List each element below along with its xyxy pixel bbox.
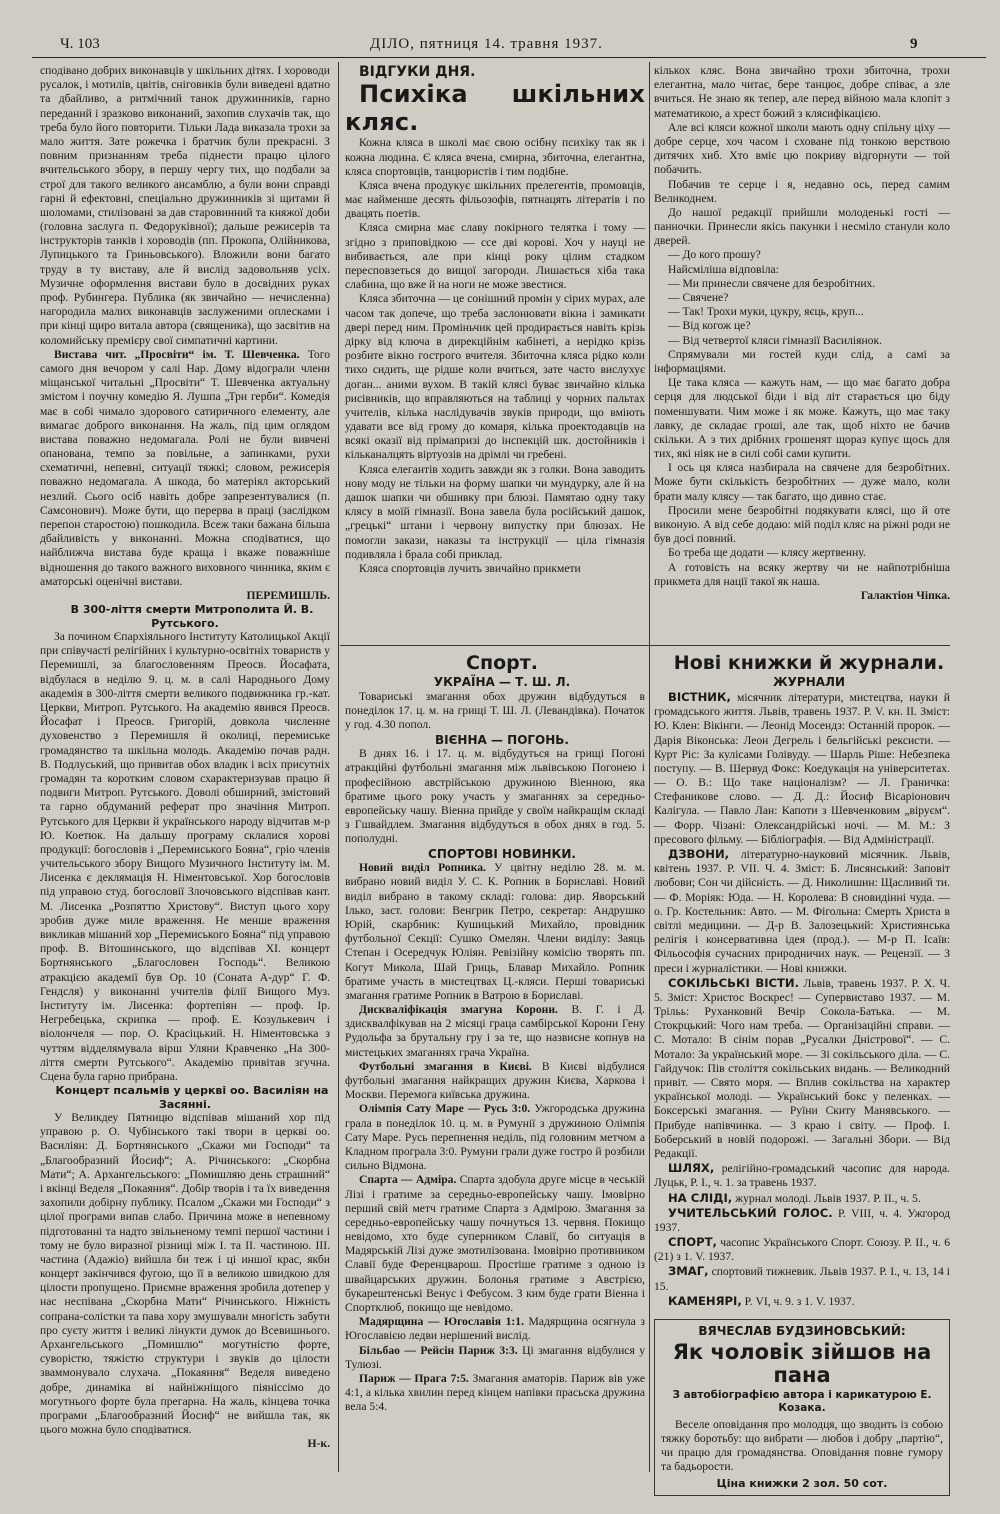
paragraph: І ось ця кляса назбирала на свячене для безробітних. Може бути скількість безробітних — дуже мало, коли брати малу клясу — так багато, що дивно стає. <box>654 461 950 503</box>
journal-entry <box>654 1206 950 1235</box>
article-heading: В 300-ліття смерти Митрополита Й. В. Рутського. <box>70 603 314 630</box>
news-item <box>345 1173 645 1315</box>
issue-number: Ч. 103 <box>60 36 100 52</box>
paragraph: кількох кляс. Вона звичайно трохи збиточна, трохи елегантна, мало читає, бере танцює, добре співає, а зле вчиться. Не знаю як тепер, але перед війною мала клопіт з математикою, а хрест божий з клясифікацією. <box>654 64 950 120</box>
column-right-top <box>654 64 950 642</box>
news-text: Ці змагання відбулися у Тулюзі. <box>345 1343 645 1371</box>
journal-name: СОКІЛЬСЬКІ ВІСТИ. <box>668 975 800 990</box>
page-number: 9 <box>910 36 918 52</box>
journal-entry <box>654 1294 950 1309</box>
journal-name: КАМЕНЯРІ, <box>668 1293 742 1308</box>
column-divider <box>649 62 650 1472</box>
paragraph: Кляса вчена продукує шкільних прелегентів, промовців, має найменше десять фільозофів, пятнацять літератів і по двацять поетів. <box>345 178 645 221</box>
journal-entry <box>654 976 950 1161</box>
subsection-title: ЖУРНАЛИ <box>772 675 846 690</box>
paragraph: Просили мене безробітні подякувати клясі, що й оте виконую. А від себе додаю: мій поділ кляс на ріжні роди не був досі повний. <box>654 503 950 546</box>
dialogue-line: — Від четвертої кляси гімназії Василіянок. <box>668 333 882 347</box>
paragraph: Кляса збиточна — це сонішний промін у сірих мурах, але часом так допече, що треба заслонювати вікна і замикати двері перед ним. Проміньчик цей продирається навіть крізь дірку від ключа в дирекційнім кабінеті, а нерідко крізь розбите вікно гострого вчителя. Збиточна кляса рідко коли тихо сидить, ще рідше коли вчиться, зате часто вислухує доган... аними вухом. В такій клясі буває звичайно кілька рисівників, що вправляються на таблиці у чорних пальтах учителів, кілька наслідувачів звуків природи, що вміють удавати все від грому до комаря, кілька проектодавців на всякі оказії від прімапризі до інспекцій шк. достойників і кільканалцять віртуозів на дрімлі чи гребені. <box>345 292 645 462</box>
journal-name: УЧИТЕЛЬСЬКИЙ ГОЛОС. <box>668 1205 833 1220</box>
signature: Галактіон Чіпка. <box>860 588 950 602</box>
paragraph: Кляса смирна має славу покірного телятка і тому — згідно з приповідкою — ссе дві корові. Хоч у науці не вибивається, але при кінці року цілим стадком пересповзеться до вищої загороди. Лишається хіба така слабина, що вже й на ноги не може звестися. <box>345 221 645 292</box>
journal-details: Львів, травень 1937. Р. Х. Ч. 5. Зміст: Христос Воскрес! — Супервиставо 1937. — М. Трільь: Руханковий Вечір Сокола-Батька. — М. Стокрцький: Чого нам треба. — Організаційні справи. — С. Мотало: В сінім порав „Русалки Дністрової“. — С. Мотало: За український море. — Зі сокільського діла. — С. Гайдучок: Пів століття сокільських видань. — Великодний привіт. — Свято моря. — Вплив сокільства на характер української молоді. — Український бокс у пеленках. — Боксерські змагання. — Руїни Скиту Манявського. — Прибуде напівчинка. — З краю і світу. — Проф. І. Боберський в новій подорожі. — Загальні Збори. — Від Редакції. <box>654 976 951 1160</box>
news-text: Спарта здобула друге місце в чеській Лізі і гратиме за середньо-европейську чашу. Імовірно перший свій метч гратиме Спарта з Адмірою. Змагання за середньо-европейську чашу почнуться 13. червня. Покищо невідомо, хто буде суперником Славії, бо ситуація в Мадярській Лізі дуже змотилізована. Імовірно противником Славії буде Ференцварош. Простіше гратиме з одною із швайцарських дружин. Болонья гратиме з Австрією, букарештенські Венус і Фебусом. З ким буде грати Віенна і Спортклюб, покищо ще невідомо. <box>345 1173 645 1315</box>
paragraph: Кляса елегантів ходить завжди як з голки. Вона заводить нову моду не тільки на форму шапки чи мундурку, але й на дашок шапки чи обшивку при блюзі. Памятаю одну таку клясу в моїй гімназії. Вона завела була російський дашок, „грецькі“ штани і червону випустку при блюзах. Не помогли закази, наказы та інструкції — ціла гімназія подивляла і брала собі приклад. <box>345 462 645 561</box>
journal-entry <box>654 847 950 976</box>
section-rule <box>340 645 950 646</box>
journal-name: ДЗВОНИ, <box>668 847 730 862</box>
news-lead: Більбао — Рейсін Париж 3:3. <box>359 1343 518 1357</box>
news-lead: Футбольні змагання в Києві. <box>359 1059 532 1073</box>
section-title: Спорт. <box>466 652 538 674</box>
article-heading: УКРАЇНА — Т. Ш. Л. <box>433 675 571 690</box>
column-middle-top <box>345 64 645 642</box>
journal-details: спортовий тижневик. Львів 1937. Р. І., ч. 13, 14 і 15. <box>654 1265 950 1293</box>
page-header <box>40 36 940 58</box>
journal-name: СПОРТ, <box>668 1235 717 1250</box>
paragraph <box>40 348 330 589</box>
paragraph: Кожна кляса в школі має свою осібну психіку так як і кожна людина. Є кляса вчена, смирна, збиточна, елегантна, кляса спортовців, танцюристів і тим подібне. <box>345 136 645 178</box>
journal-details: літературно-науковий місячник. Львів, квітень 1937. Р. VII. Ч. 4. Зміст: Б. Лисянський: Заповіт любови; Сон чи дійсність. — Д. Николишин: Щасливий ти. — Ф. Моріяк: Юда. — Н. Королева: В сновидінні чуда. — о. Гр. Костельник: Авто. — М. Фігольна: Смерть Христа в світлі медицини. — Д-р В. Залозецький: Християнська релігія і консервативна ідея (прод.). — М-р П. Ісаїв: Фільософія сучасних природничих наук. — Рецензії. — З преси і журналістики. — Нові книжки. <box>654 848 950 975</box>
journal-details: місячник літератури, мистецтва, науки й громадського життя. Львів, травень 1937. Р. V. кн. II. Зміст: Ю. Клен: Вікінги. — Леонід Мосендз: Останній пророк. — Дарія Віконська: Леон Дегрель і бельгійські рексисти. — Курт Ріс: За кулісами Голівуду. — Шарль Ріше: Небезпека поступу. — В. Шеpвуд Фокс: Коедукація на університетах. — О. В.: Що таке націоналізм? — Л. Граничка: Стефаникове слово. — Д. Д.: Йосиф Вісаріонович Калігула. — Павло Лан: Капоти з Шевченковим „віруєм“. — Форр. Чізані: Олександрійські ночі. — М. М.: З пресового фільму. — Бібліографія. — Від Адміністрації. <box>654 690 950 846</box>
news-item <box>345 1102 645 1173</box>
dialogue-line: — Ми принесли свячене для безробітних. <box>668 276 876 290</box>
news-item <box>345 1315 645 1343</box>
books-section <box>654 652 951 1491</box>
article-heading: СПОРТОВІ НОВИНКИ. <box>428 846 576 861</box>
journal-details: часопис Українського Спорт. Союзу. Р. II., ч. 6 (21) з 1. V. 1937. <box>654 1236 950 1264</box>
column-divider <box>338 62 339 1472</box>
news-item <box>345 1344 645 1372</box>
paragraph: В днях 16. і 17. ц. м. відбудуться на грищі Погоні атракційні футбольні змагання між львівською Погонею і професійною австрійською дружиною Віенною, яка братиме цього року участь у змаганнях за середньо-европейську чашу. Віенна прийде у своїм найкращім складі з Гшвайдлем. Змагання відбудуться в обох днях в год. 5. пополудні. <box>345 747 645 846</box>
news-lead: Новий виділ Ропника. <box>359 861 486 875</box>
news-lead: Олімпія Сату Маре — Русь 3:0. <box>359 1102 531 1116</box>
journal-entry <box>654 1264 950 1293</box>
paragraph: А готовість на всяку жертву чи не найпотрібніша прикмета для нації такої як наша. <box>654 560 950 588</box>
sport-section <box>345 652 645 1472</box>
news-text: Змагання аматорів. Париж вів уже 4:1, а кілька хвилин перед кінцем напівки прасьска дружина вела 5:4. <box>345 1371 645 1414</box>
news-text: У цвітну неділю 28. м. м. вибрано новий виділ У. С. К. Ропник в Бориславі. Новий виділ вибрано в такому складі: голова: дир. Яворський Ілько, заст. голови: Венгрик Петро, секретар: Андрушко Юрій, скарбник: Кушицький Михайло, провідник футбольної Секції: Сушко Омелян. Члени виділу: Заяць Степан і Осередчук Юліян. Ревізійну комісію творять пп. Когут Микола, Шай Гриць, Блавар Михайло. Ропник братиме участь в мистецтвах Ц.-кляси. Перші товариські змагання гратиме Ропник в Ватрою в Бориславі. <box>345 861 645 1002</box>
journal-list <box>654 690 950 1309</box>
news-lead: Мадярщина — Югославія 1:1. <box>359 1315 524 1329</box>
journal-entry <box>654 1235 950 1264</box>
lead-heading: Вистава чит. „Просвіти“ ім. Т. Шевченка. <box>54 347 300 361</box>
news-lead: Париж — Прага 7:5. <box>359 1371 469 1385</box>
dialogue-line: — Свячене? <box>668 291 729 304</box>
journal-details: Р. VIII, ч. 4. Ужгород 1937. <box>654 1206 950 1234</box>
paragraph: Кляса спортовців лучить звичайно прикмети <box>359 561 581 575</box>
paragraph: Це така кляса — кажуть нам, — що має багато добра серця для людської біди і від літ старається цю біду поменшувати. Чим може і як може. Кажуть, що має таку лавку, де складає гроші, але так, щоб ніхто не бачив скільки. А з тих дрібних грошенят щораз купує щось для тих, які ніяк не в силі собі сами купити. <box>654 376 950 461</box>
journal-details: журнал молоді. Львів 1937. Р. II., ч. 5. <box>735 1191 921 1205</box>
journal-details: Р. VI, ч. 9. з 1. V. 1937. <box>744 1294 855 1308</box>
signature: Н-к. <box>307 1437 330 1451</box>
news-item <box>345 1060 645 1103</box>
paragraph: До нашої редакції прийшли молоденькі гості — панночки. Принесли якісь пакунки і несміло станули коло дверей. <box>654 205 950 248</box>
journal-entry <box>654 690 950 847</box>
dialogue-line: — Від когож це? <box>668 319 751 333</box>
paragraph: Найсміліша відповіла: <box>668 262 779 276</box>
header-rule <box>32 57 986 58</box>
article-heading: Концерт псальмів у церкві оо. Василіян на Засянні. <box>55 1084 329 1111</box>
paragraph: Побачив те серце і я, недавно ось, перед самим Великоднем. <box>654 177 950 205</box>
ad-author: ВЯЧЕСЛАВ БУДЗИНОВСЬКИЙ: <box>698 1324 906 1339</box>
news-lead: Дискваліфікація змагуна Корони. <box>359 1003 558 1017</box>
paragraph: У Великдеу Пятницю відспівав мішаний хор під управою р. О. Чубінського такі твори в церкві оо. Василіян: Д. Бортнянського „Скажи ми Господи“ та „Благообразний Йосиф“; А. Річинського: „Скорбна Мати“; А. Архангельського: „Помишляю день страшний“ і вкінці Веделя „Покаяння“. Добір творів і та їх виведення захопили добірну публику. Псалом „Скажи ми Господи“ з цілої програми випав слабо. Причина може в непевному підготованні та надто звільненому темпі першої частини і тому не було виразної різниці між І. та ІІ. частиною. ІІІ. частина (Адажіо) вийшла би теж і ці иншої крас, якби концерт закінчився фугою, що її в великою швидкою для цілости пропущено. Приємне враження зробила дотепер у нас неспівана „Скорбна Мати“ Річинського. Ніжність сопрана-солістки та пава хору змушували многість забути про суєту життя і великі лінукти думок до Всевишнього. Архангельського „Помишлю“ могутністю форте, суворістю, тяжістю структури і звуків до цілости зваммонувало слухача. „Покаяння“ Веделя виведено добре, динаміка ві найніжніщого піяніссімо до могутнього форте була прегарна. На жаль, кінцева точка програми „Благообразний Йосиф“ не вийшла так, як цього можна було сподіватися. <box>40 1111 330 1437</box>
news-item <box>345 1003 645 1060</box>
paragraph: Але всі кляси кожної школи мають одну спільну ціху — добре серце, хоч часом і сховане під тонкою верствою дитячих хиб. Хто вміє цю покриву відгорнути — той побачить. <box>654 120 950 177</box>
article-title: Психіка шкільних кляс. <box>345 80 645 136</box>
column-left <box>40 64 330 1464</box>
dialogue-line: — Так! Трохи муки, цукру, яєць, круп... <box>668 305 864 319</box>
section-title: Нові книжки й журнали. <box>673 652 945 674</box>
dateline: ПЕРЕМИШЛЬ. <box>246 588 330 602</box>
masthead: ДІЛО, пятниця 14. травня 1937. <box>370 36 603 52</box>
ad-text: Веселе оповідання про молодця, що зводить із собою тяжку боротьбу: що вибрати — любов і добру „партію“, чи працю для громадянства. Оповідання повне гумору та бадьорости. <box>661 1417 943 1474</box>
paragraph: Бо треба ще додати — клясу жертвенну. <box>668 546 866 560</box>
news-text: Ужгородська дружина грала в понеділок 10. ц. м. в Румунії з дружиною Олімпія Сату Маре. Русь перепнення неділь, під головним метчом а Кладном програла 3:0. Румуни грали дуже гостро й розбили сильно Відмона. <box>345 1102 645 1173</box>
paragraph: Товариські змагання обох дружин відбудуться в понеділок 17. ц. м. на грищі Т. Ш. Л. (Левандівка). Початок у год. 4.30 попол. <box>345 689 645 732</box>
journal-name: ШЛЯХ, <box>668 1161 715 1176</box>
news-item <box>345 1372 645 1415</box>
paragraph: Спрямували ми гостей куди слід, а самі за інформаціями. <box>654 347 950 375</box>
news-text: В Києві відбулися футбольні змагання найкращих дружин Києва, Харкова і Москви. Перемога київська дружина. <box>345 1059 645 1102</box>
news-text: В. Г. і Д. здисквалфікував на 2 місяці граца самбірської Корони Гену Рудольфа за брутальну гру і за те, що назвисне копнув на мистецьких змаганнях грача Україна. <box>345 1003 645 1059</box>
journal-entry <box>654 1191 950 1206</box>
news-lead: Спарта — Адміра. <box>359 1173 457 1187</box>
ad-price: Ціна книжки 2 зол. 50 сот. <box>716 1477 888 1491</box>
paragraph-text: Того самого дня вечором у салі Нар. Дому відограли члени міщанської читальні „Просвіти“ Т. Шевченка актуальну змістом і поучну комедію Я. Лушпа „Три герби“. Комедія має в собі чимало здорового сатиричного елементу, але вимагає доброго виконання. На жаль, під цим оглядом вистава поважно недомагала. Ролі не були вивчені опанована, темпо за повільне, а запинками, рухи схематичні, непевні, ситуації тяжкі; словом, режисерія поважно недомагала. А шкода, бо матеріял акторський незлий. Сього осіб навіть добре запрезентувалися (п. Самсонович). Може бути, що перерва в праці (заслідком перепон старостою) пошкодила. Всеж таки бажана більша дбайливість у виконанні. Можна сподіватися, що найближча вистава буде краща і вкаже поважніше відношення до такого важного виховного чинника, яким є аматорські оценічні вистави. <box>40 347 330 588</box>
paragraph: За почином Єпархіяльного Інституту Католицької Акції при співучасті релігійних і культурно-освітніх товариств у Перемишлі, за благословенням Преосв. Йосафата, відбулася в неділю 9. ц. м. в салі Народнього Дому академія в 300-ліття смерти великого подвижника гр.-кат. Церкви, Митроп. Рутського. На академію явився Преосв. Йосафат і Преосв. Григорій, довкола численне духовенство з Перемишля й околиці, перемиське громадянство та шкільна молодь. Академію почав радн. В. Подлуський, що привитав обох владик і всіх присутніх громадян та коротким словом схарактеризував працю й подвиги Митроп. Рутського. Доволі обширний, змістовий та гарно обдуманий реферат про значіння Митроп. Рутського для Церкви й українського народу відчитав м-р Ю. Коетюк. На дальшу програму склалися хорові продукції: богословів і „Перемиського Бояна“, гріо членів учительського збору Вищого Музичного Інституту ім. М. Лисенка є деклямація Н. Німентовської. Хор богословів під управою студ. богословії Злочовського відспівав кант. М. Лисенка „Розпяттю Христову“. Виступ цього хору зробив дуже миле враження. Не менше враження викликав мішаний хор „Перемиського Бояна“ під управою проф. В. Вітошинського, що відспівав XI. концерт Бортнянського „Благословен Господь“. Великою атракцією академії був Ор. 10 (Соната А-дур“ Г. Ф. Гендсля) у виконанні учителів філії Вищого Муз. Інституту ім. Лисенка: фортепіян — проф. Ір. Негребецька, скрипка — проф. Е. Козулькевич і віолончеля — пор. О. Красіцький. Н. Німентовська з чуттям відделямувала вірш Уляни Кравченко „На 300-ліття смерти Рутського“. Академію привітав згучна. Сцена була гарно прибрана. <box>40 630 330 1083</box>
dialogue-line: — До кого прошу? <box>668 248 761 262</box>
journal-details: релігійно-громадський часопис для народа. Луцьк, Р. І., ч. 1. за травень 1937. <box>654 1162 950 1190</box>
ad-subtitle: З автобіографією автора і карикатурою Е. Козака. <box>672 1388 932 1414</box>
book-advertisement <box>654 1319 950 1496</box>
news-text: Мадярщина осягнула з Югославією ледви нерішений вислід. <box>345 1315 645 1343</box>
journal-name: ЗМАГ, <box>668 1264 709 1279</box>
rubric: ВІДГУКИ ДНЯ. <box>359 64 476 80</box>
journal-name: НА СЛІДІ, <box>668 1190 733 1205</box>
journal-name: ВІСТНИК, <box>668 689 731 704</box>
journal-entry <box>654 1161 950 1190</box>
paragraph: сподівано добрих виконавців у шкільних дітях. І хороводи русалок, і мотилів, цвітів, сніговиків були виведені вдатно та дбайливо, а ритмічний танок дружинників, гарно переданий і зразково виконаний, захопив слухачів так, що треба було його повторити. Тільки Лада виказала трохи за мало життя. Зате рожечка і братчик були прекрасні. З повним признанням треба піднести працю цілого вчительського збору, в першу чергу тих, що подбали за строї для такого великого ансамблю, а були вони справді гарні й ефектовні, спеціально дружинників зі щитами й шоломами, стилізовані за дав старовинний та княжої доби (головна заслуга п. Федоруківної); дальше режисерів та інструкторів танків і хороводів (пп. Прокопа, Олійникова, Лупицького та Гриньовського). Вложили вони багато труду в ту виставу, але й вислід задовольняв усіх. Музичне оформлення вистави було в досвідних руках проф. Рубингера. Публика (як звичайно — нечисленна) нагородила малих виконавців заслуженими оплесками і при кінці щиро витала автора (священика), що засвітив на коломийську премієру свої симпатичні картини. <box>40 64 330 347</box>
ad-title: Як чоловік зійшов на пана <box>672 1339 932 1387</box>
article-heading: ВІЄННА — ПОГОНЬ. <box>435 732 569 747</box>
news-item <box>345 861 645 1003</box>
